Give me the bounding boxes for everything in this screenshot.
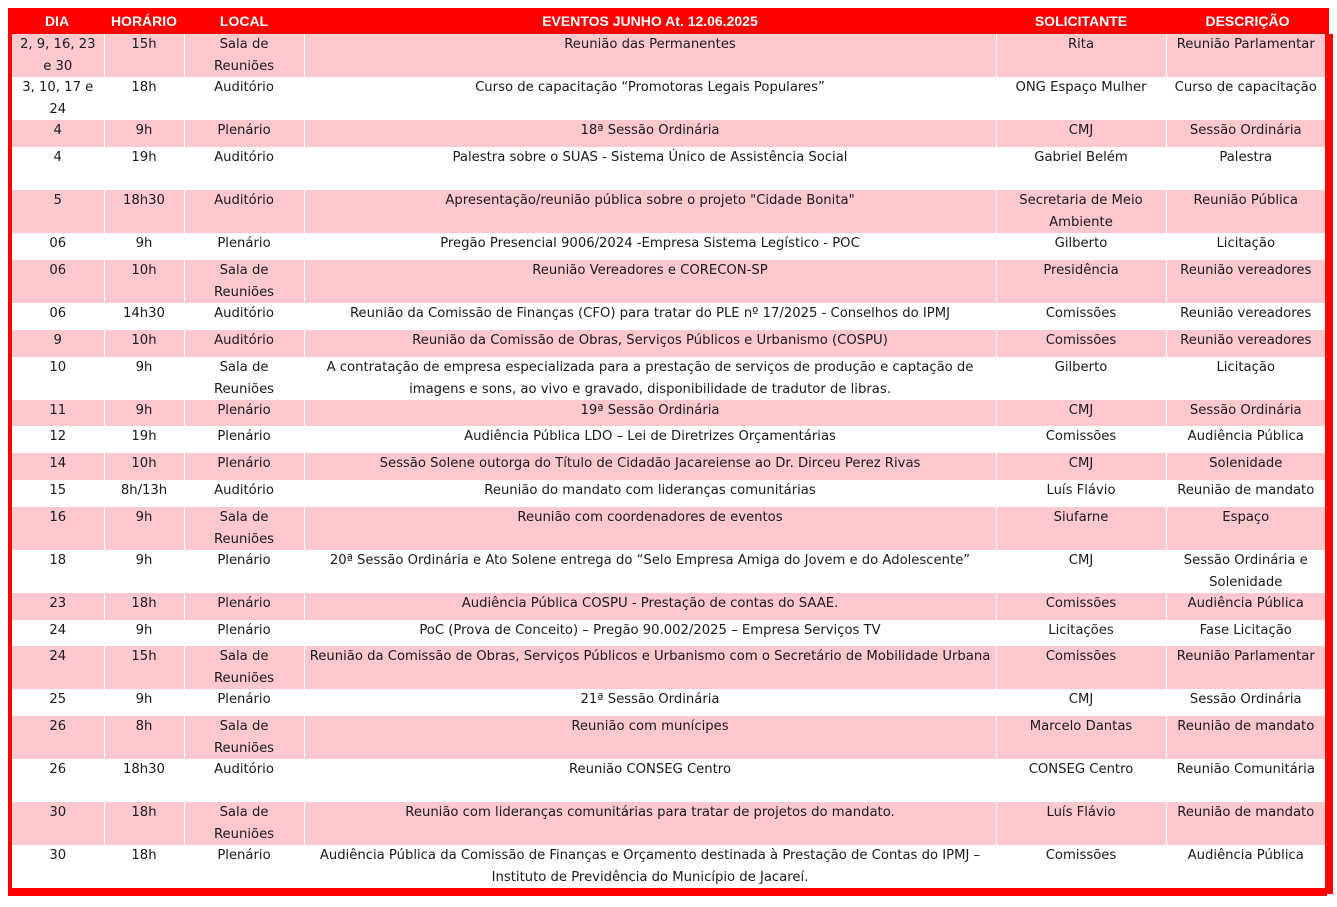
cell-descricao: Reunião vereadores [1166, 260, 1329, 303]
cell-dia: 12 [10, 426, 104, 453]
table-row [10, 845, 1329, 891]
cell-horario: 9h [104, 620, 184, 646]
table-row [10, 303, 1329, 330]
cell-horario: 19h [104, 426, 184, 453]
table-row [10, 480, 1329, 507]
cell-solicitante: Comissões [996, 303, 1166, 330]
cell-horario: 10h [104, 330, 184, 357]
table-row [10, 426, 1329, 453]
cell-evento: Reunião com munícipes [304, 716, 996, 759]
cell-local: Auditório [184, 190, 304, 233]
cell-dia: 23 [10, 593, 104, 620]
table-row [10, 689, 1329, 716]
cell-dia: 11 [10, 400, 104, 426]
cell-evento: 19ª Sessão Ordinária [304, 400, 996, 426]
cell-dia: 24 [10, 620, 104, 646]
cell-descricao: Audiência Pública [1166, 845, 1329, 891]
cell-descricao: Reunião de mandato [1166, 716, 1329, 759]
cell-descricao: Reunião Pública [1166, 190, 1329, 233]
cell-solicitante: Licitações [996, 620, 1166, 646]
table-row [10, 507, 1329, 550]
cell-evento: 18ª Sessão Ordinária [304, 120, 996, 147]
cell-dia: 4 [10, 147, 104, 190]
cell-descricao: Sessão Ordinária [1166, 689, 1329, 716]
cell-local: Plenário [184, 120, 304, 147]
cell-horario: 18h [104, 845, 184, 891]
cell-descricao: Reunião Parlamentar [1166, 646, 1329, 689]
cell-local: Sala de Reuniões [184, 716, 304, 759]
cell-evento: Sessão Solene outorga do Título de Cidadão Jacareiense ao Dr. Dirceu Perez Rivas [304, 453, 996, 480]
cell-descricao: Reunião de mandato [1166, 480, 1329, 507]
table-row [10, 330, 1329, 357]
cell-descricao: Licitação [1166, 233, 1329, 260]
cell-evento: 20ª Sessão Ordinária e Ato Solene entrega do “Selo Empresa Amiga do Jovem e do Adolescente” [304, 550, 996, 593]
table-row [10, 453, 1329, 480]
cell-horario: 9h [104, 120, 184, 147]
cell-evento: Audiência Pública da Comissão de Finanças e Orçamento destinada à Prestação de Contas do IPMJ – Instituto de Previdência do Município de Jacareí. [304, 845, 996, 891]
cell-local: Auditório [184, 77, 304, 120]
cell-solicitante: Comissões [996, 330, 1166, 357]
cell-dia: 06 [10, 303, 104, 330]
header-horario: HORÁRIO [104, 8, 184, 34]
cell-evento: Reunião da Comissão de Obras, Serviços Públicos e Urbanismo com o Secretário de Mobilidade Urbana [304, 646, 996, 689]
cell-local: Plenário [184, 845, 304, 891]
table-row [10, 593, 1329, 620]
header-eventos: EVENTOS JUNHO At. 12.06.2025 [304, 8, 996, 34]
cell-dia: 06 [10, 233, 104, 260]
cell-evento: Palestra sobre o SUAS - Sistema Único de Assistência Social [304, 147, 996, 190]
table-row [10, 147, 1329, 190]
cell-local: Sala de Reuniões [184, 34, 304, 77]
cell-local: Sala de Reuniões [184, 646, 304, 689]
cell-horario: 8h [104, 716, 184, 759]
cell-solicitante: CMJ [996, 689, 1166, 716]
cell-dia: 4 [10, 120, 104, 147]
cell-descricao: Audiência Pública [1166, 593, 1329, 620]
cell-solicitante: Secretaria de Meio Ambiente [996, 190, 1166, 233]
table-row [10, 120, 1329, 147]
cell-solicitante: CMJ [996, 550, 1166, 593]
header-descricao: DESCRIÇÃO [1166, 8, 1329, 34]
cell-descricao: Reunião Comunitária [1166, 759, 1329, 802]
cell-local: Plenário [184, 453, 304, 480]
cell-local: Sala de Reuniões [184, 802, 304, 845]
cell-evento: Reunião com coordenadores de eventos [304, 507, 996, 550]
cell-horario: 9h [104, 550, 184, 593]
cell-dia: 30 [10, 802, 104, 845]
table-row [10, 34, 1329, 77]
table-row [10, 550, 1329, 593]
table-header [10, 8, 1329, 34]
cell-dia: 14 [10, 453, 104, 480]
header-local: LOCAL [184, 8, 304, 34]
cell-local: Plenário [184, 593, 304, 620]
cell-evento: Audiência Pública LDO – Lei de Diretrizes Orçamentárias [304, 426, 996, 453]
cell-horario: 18h [104, 593, 184, 620]
cell-horario: 9h [104, 507, 184, 550]
cell-solicitante: CMJ [996, 120, 1166, 147]
cell-descricao: Curso de capacitação [1166, 77, 1329, 120]
cell-solicitante: Rita [996, 34, 1166, 77]
cell-local: Auditório [184, 759, 304, 802]
cell-solicitante: Siufarne [996, 507, 1166, 550]
cell-horario: 18h30 [104, 759, 184, 802]
cell-local: Auditório [184, 303, 304, 330]
table-row [10, 716, 1329, 759]
cell-evento: Reunião da Comissão de Obras, Serviços Públicos e Urbanismo (COSPU) [304, 330, 996, 357]
cell-local: Auditório [184, 147, 304, 190]
cell-descricao: Licitação [1166, 357, 1329, 400]
cell-solicitante: Gilberto [996, 357, 1166, 400]
cell-horario: 9h [104, 357, 184, 400]
events-table [8, 8, 1333, 894]
cell-local: Plenário [184, 400, 304, 426]
cell-evento: Apresentação/reunião pública sobre o projeto "Cidade Bonita" [304, 190, 996, 233]
cell-evento: PoC (Prova de Conceito) – Pregão 90.002/2025 – Empresa Serviços TV [304, 620, 996, 646]
cell-horario: 18h [104, 802, 184, 845]
cell-dia: 2, 9, 16, 23 e 30 [10, 34, 104, 77]
cell-evento: A contratação de empresa especializada para a prestação de serviços de produção e captação de imagens e sons, ao vivo e gravado, disponibilidade de tradutor de libras. [304, 357, 996, 400]
table-row [10, 77, 1329, 120]
cell-dia: 9 [10, 330, 104, 357]
cell-dia: 5 [10, 190, 104, 233]
cell-local: Plenário [184, 550, 304, 593]
cell-dia: 16 [10, 507, 104, 550]
cell-evento: Reunião com lideranças comunitárias para tratar de projetos do mandato. [304, 802, 996, 845]
cell-descricao: Sessão Ordinária [1166, 120, 1329, 147]
cell-descricao: Reunião Parlamentar [1166, 34, 1329, 77]
cell-dia: 26 [10, 716, 104, 759]
cell-evento: Reunião das Permanentes [304, 34, 996, 77]
table-row [10, 802, 1329, 845]
cell-solicitante: ONG Espaço Mulher [996, 77, 1166, 120]
cell-local: Sala de Reuniões [184, 260, 304, 303]
cell-horario: 18h [104, 77, 184, 120]
cell-evento: Audiência Pública COSPU - Prestação de contas do SAAE. [304, 593, 996, 620]
cell-solicitante: CMJ [996, 400, 1166, 426]
cell-solicitante: Presidência [996, 260, 1166, 303]
cell-solicitante: CONSEG Centro [996, 759, 1166, 802]
cell-evento: Reunião CONSEG Centro [304, 759, 996, 802]
table-row [10, 260, 1329, 303]
table-row [10, 233, 1329, 260]
cell-solicitante: Gabriel Belém [996, 147, 1166, 190]
cell-solicitante: Luís Flávio [996, 480, 1166, 507]
cell-horario: 14h30 [104, 303, 184, 330]
cell-dia: 3, 10, 17 e 24 [10, 77, 104, 120]
cell-evento: Reunião da Comissão de Finanças (CFO) para tratar do PLE nº 17/2025 - Conselhos do IPMJ [304, 303, 996, 330]
cell-solicitante: Marcelo Dantas [996, 716, 1166, 759]
cell-descricao: Espaço [1166, 507, 1329, 550]
header-solicitante: SOLICITANTE [996, 8, 1166, 34]
cell-solicitante: Luís Flávio [996, 802, 1166, 845]
cell-solicitante: Comissões [996, 646, 1166, 689]
table-row [10, 357, 1329, 400]
cell-horario: 8h/13h [104, 480, 184, 507]
cell-evento: Reunião do mandato com lideranças comunitárias [304, 480, 996, 507]
cell-local: Plenário [184, 426, 304, 453]
cell-dia: 30 [10, 845, 104, 891]
cell-dia: 25 [10, 689, 104, 716]
cell-horario: 15h [104, 34, 184, 77]
cell-solicitante: Gilberto [996, 233, 1166, 260]
cell-dia: 18 [10, 550, 104, 593]
cell-horario: 10h [104, 260, 184, 303]
cell-descricao: Solenidade [1166, 453, 1329, 480]
cell-horario: 9h [104, 689, 184, 716]
cell-solicitante: Comissões [996, 593, 1166, 620]
table-row [10, 190, 1329, 233]
cell-local: Sala de Reuniões [184, 507, 304, 550]
cell-descricao: Sessão Ordinária [1166, 400, 1329, 426]
cell-descricao: Reunião vereadores [1166, 330, 1329, 357]
table-row [10, 620, 1329, 646]
table-row [10, 400, 1329, 426]
cell-local: Plenário [184, 689, 304, 716]
cell-solicitante: CMJ [996, 453, 1166, 480]
cell-solicitante: Comissões [996, 426, 1166, 453]
cell-local: Plenário [184, 233, 304, 260]
cell-horario: 9h [104, 233, 184, 260]
events-table-frame [8, 8, 1327, 896]
cell-evento: 21ª Sessão Ordinária [304, 689, 996, 716]
table-body [10, 34, 1329, 891]
cell-horario: 10h [104, 453, 184, 480]
header-row [10, 8, 1329, 34]
cell-dia: 10 [10, 357, 104, 400]
cell-horario: 18h30 [104, 190, 184, 233]
cell-horario: 15h [104, 646, 184, 689]
cell-descricao: Audiência Pública [1166, 426, 1329, 453]
cell-horario: 19h [104, 147, 184, 190]
cell-dia: 15 [10, 480, 104, 507]
cell-evento: Curso de capacitação “Promotoras Legais Populares” [304, 77, 996, 120]
cell-dia: 06 [10, 260, 104, 303]
cell-dia: 26 [10, 759, 104, 802]
table-row [10, 759, 1329, 802]
cell-evento: Reunião Vereadores e CORECON-SP [304, 260, 996, 303]
header-dia: DIA [10, 8, 104, 34]
cell-horario: 9h [104, 400, 184, 426]
cell-local: Sala de Reuniões [184, 357, 304, 400]
cell-local: Plenário [184, 620, 304, 646]
cell-dia: 24 [10, 646, 104, 689]
cell-evento: Pregão Presencial 9006/2024 -Empresa Sistema Legístico - POC [304, 233, 996, 260]
cell-local: Auditório [184, 330, 304, 357]
table-row [10, 646, 1329, 689]
cell-descricao: Reunião de mandato [1166, 802, 1329, 845]
cell-local: Auditório [184, 480, 304, 507]
cell-descricao: Reunião vereadores [1166, 303, 1329, 330]
cell-solicitante: Comissões [996, 845, 1166, 891]
cell-descricao: Palestra [1166, 147, 1329, 190]
cell-descricao: Sessão Ordinária e Solenidade [1166, 550, 1329, 593]
cell-descricao: Fase Licitação [1166, 620, 1329, 646]
